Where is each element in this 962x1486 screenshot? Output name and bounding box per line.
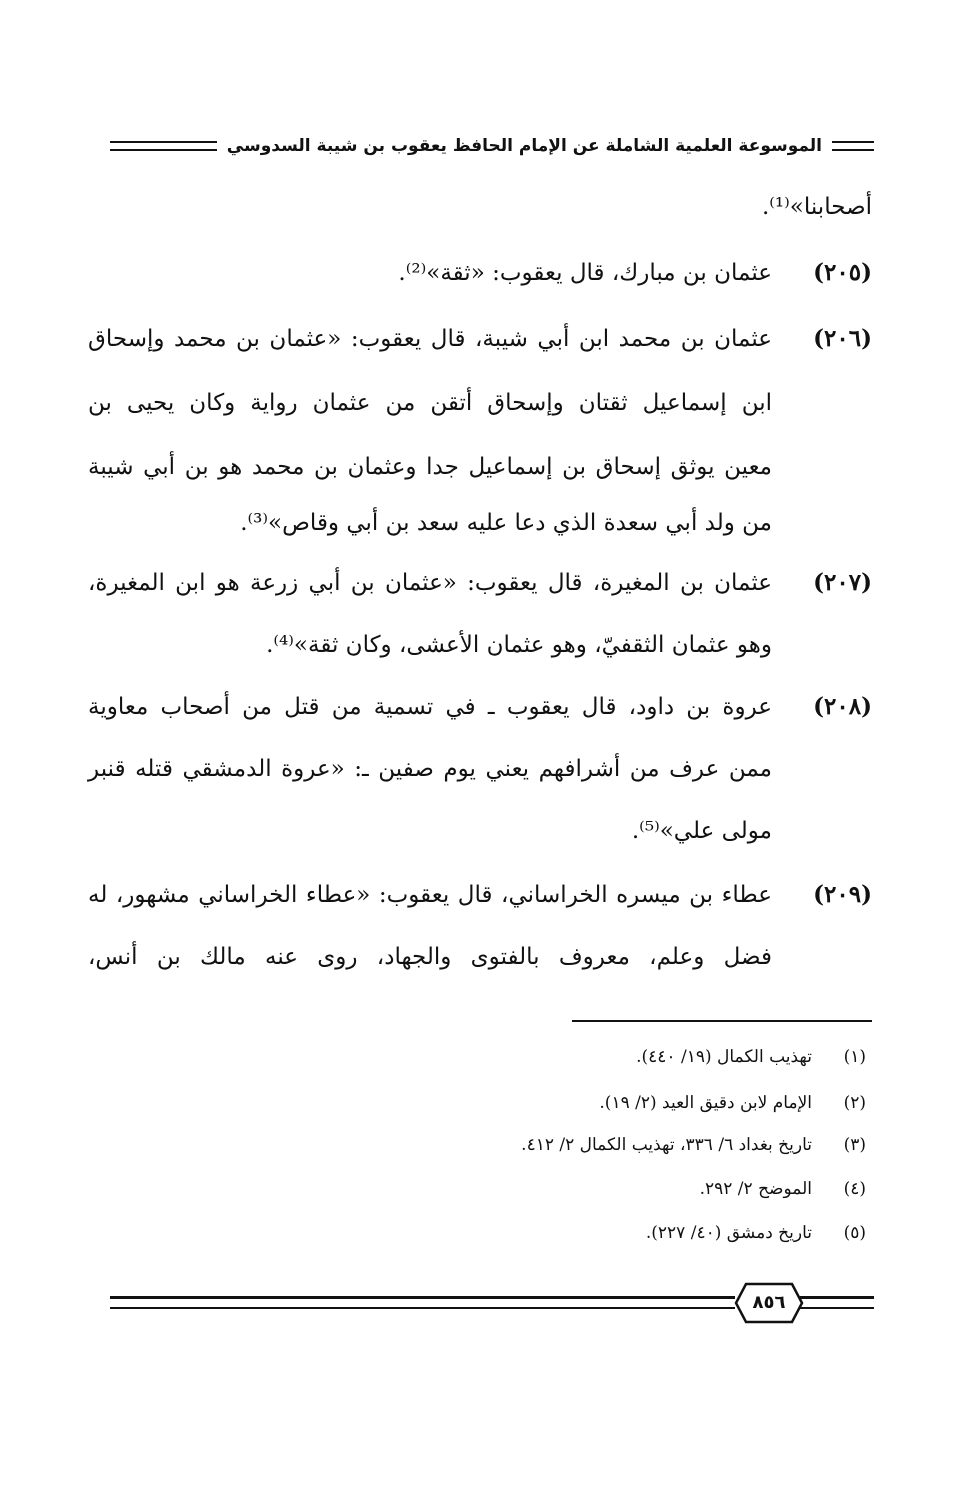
footer-rule-left: [110, 1296, 735, 1309]
running-header: [110, 124, 874, 168]
entry-207-line-2: وهو عثمان الثقفيّ، وهو عثمان الأعشى، وكان ثقة»⁽⁴⁾.: [266, 632, 772, 658]
footnote-text-4: الموضح ٢/ ٢٩٢.: [699, 1179, 812, 1199]
footnote-text-5: تاريخ دمشق (٤٠/ ٢٢٧).: [645, 1223, 812, 1243]
footnote-number-4: (٤): [843, 1179, 866, 1199]
entry-209-line-2: فضل وعلم، معروف بالفتوى والجهاد، روى عنه مالك بن أنس،: [88, 944, 772, 970]
entry-continuation-line: أصحابنا»⁽¹⁾.: [761, 194, 872, 220]
entry-number-209: (٢٠٩): [813, 881, 872, 908]
entry-206-line-1: عثمان بن محمد ابن أبي شيبة، قال يعقوب: «عثمان بن محمد وإسحاق: [88, 326, 772, 352]
footnote-number-3: (٣): [843, 1135, 866, 1155]
entry-number-206: (٢٠٦): [813, 325, 872, 352]
footnote-separator: [572, 1020, 872, 1022]
entry-209-line-1: عطاء بن ميسره الخراساني، قال يعقوب: «عطاء الخراساني مشهور، له: [88, 882, 772, 908]
page-number-frame: [734, 1282, 804, 1324]
header-rule-left: [110, 141, 217, 151]
entry-208-line-1: عروة بن داود، قال يعقوب ـ في تسمية من قتل من أصحاب معاوية: [88, 694, 772, 720]
header-title: الموسوعة العلمية الشاملة عن الإمام الحافظ يعقوب بن شيبة السدوسي: [226, 136, 822, 156]
header-rule-right: [832, 141, 874, 151]
entry-206-line-4: من ولد أبي سعدة الذي دعا عليه سعد بن أبي وقاص»⁽³⁾.: [240, 510, 772, 536]
entry-206-line-2: ابن إسماعيل ثقتان وإسحاق أتقن من عثمان رواية وكان يحيى بن: [88, 390, 772, 416]
entry-number-205: (٢٠٥): [813, 259, 872, 286]
footer-rule-right: [800, 1296, 874, 1309]
footnote-number-1: (١): [843, 1047, 866, 1067]
footnote-number-2: (٢): [843, 1093, 866, 1113]
page-number: ٨٥٦: [752, 1292, 786, 1313]
entry-208-line-3: مولى علي»⁽⁵⁾.: [631, 818, 772, 844]
entry-206-line-3: معين يوثق إسحاق بن إسماعيل جدا وعثمان بن محمد هو بن أبي شيبة: [88, 454, 772, 480]
footnote-number-5: (٥): [843, 1223, 866, 1243]
entry-205-line-1: عثمان بن مبارك، قال يعقوب: «ثقة»⁽²⁾.: [398, 260, 772, 286]
entry-number-207: (٢٠٧): [813, 569, 872, 596]
entry-208-line-2: ممن عرف من أشرافهم يعني يوم صفين ـ: «عروة الدمشقي قتله قنبر: [88, 756, 772, 782]
entry-207-line-1: عثمان بن المغيرة، قال يعقوب: «عثمان بن أبي زرعة هو ابن المغيرة،: [88, 570, 772, 596]
entry-number-208: (٢٠٨): [813, 693, 872, 720]
footnote-text-3: تاريخ بغداد ٦/ ٣٣٦، تهذيب الكمال ٢/ ٤١٢.: [521, 1135, 812, 1155]
footnote-text-2: الإمام لابن دقيق العيد (٢/ ١٩).: [599, 1093, 812, 1113]
footnote-text-1: تهذيب الكمال (١٩/ ٤٤٠).: [636, 1047, 812, 1067]
